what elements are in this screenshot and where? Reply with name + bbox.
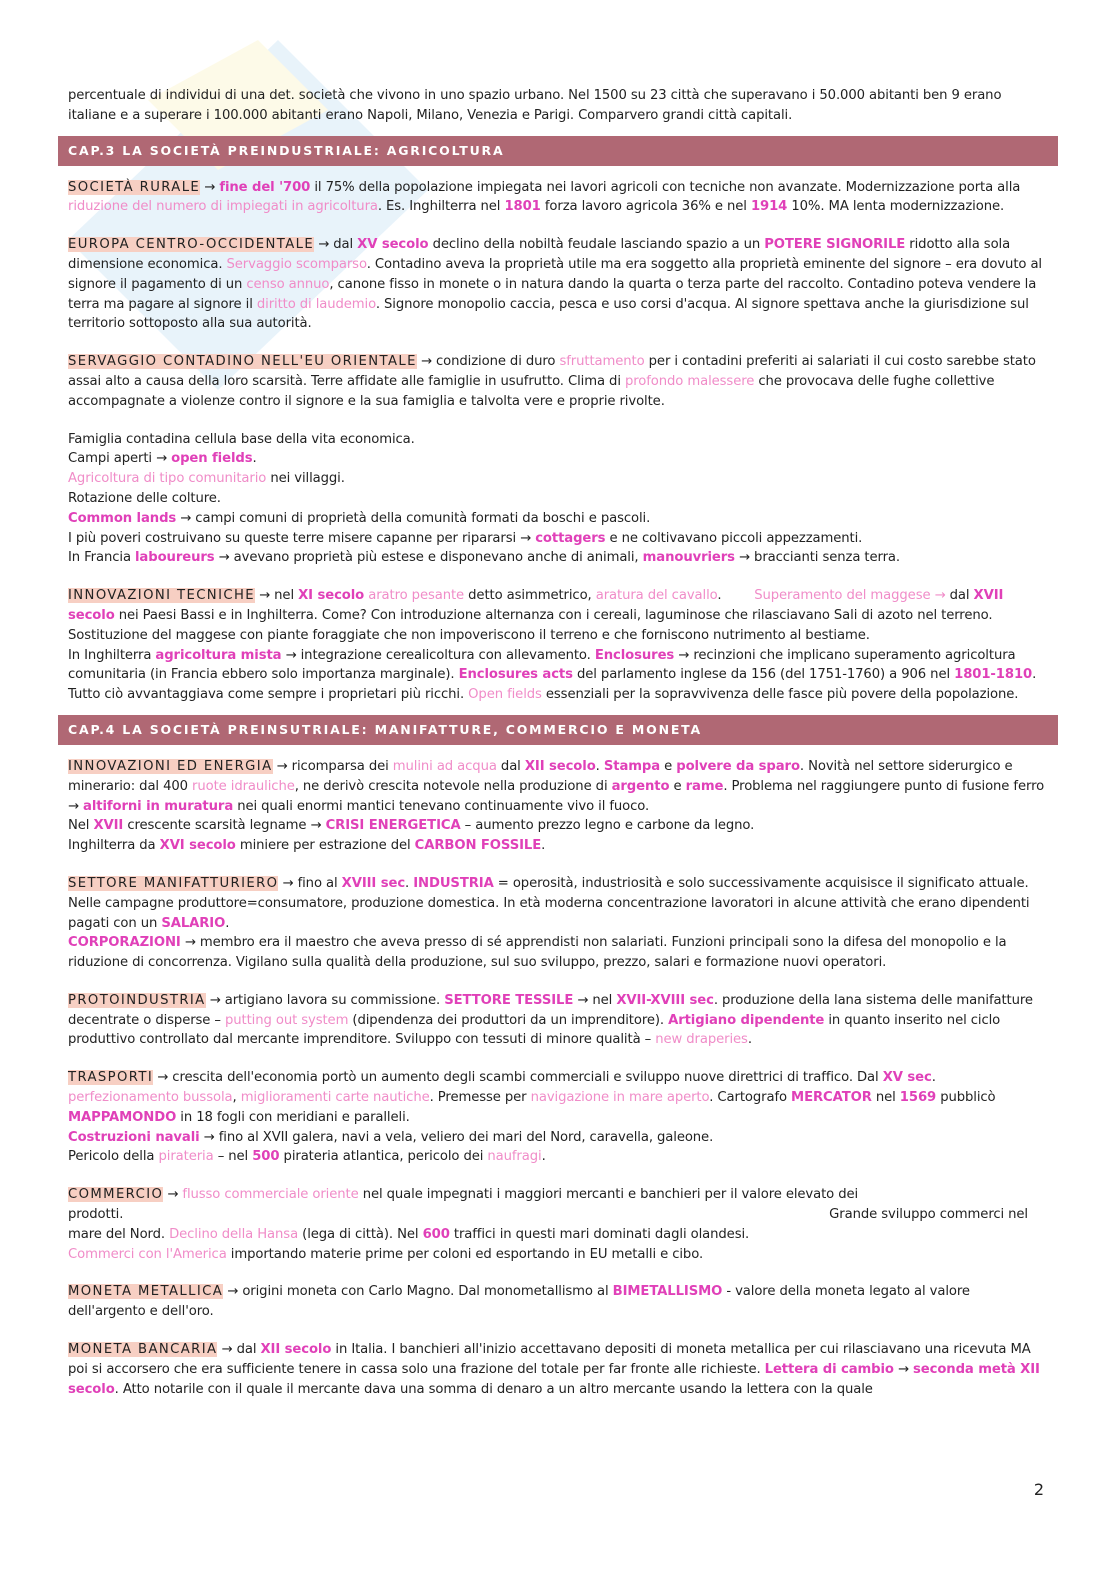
term-heading: EUROPA CENTRO-OCCIDENTALE [68,237,315,253]
section-header-cap3: CAP.3 LA SOCIETÀ PREINDUSTRIALE: AGRICOLTURA [58,136,1058,166]
paragraph-servaggio: SERVAGGIO CONTADINO NELL'EU ORIENTALE → condizione di duro sfruttamento per i contadini preferiti ai salariati il cui costo sarebbe stato assai alto a causa della loro scarsità. Terre affidate alle famiglie in usufrutto. Clima di profondo malessere che provocava delle fughe collettive accompagnate a violenze contro il signore e la sua famiglia e talvolta vere e proprie rivolte. [68,354,1036,409]
term-heading: TRASPORTI [68,1070,154,1086]
term-heading: INNOVAZIONI ED ENERGIA [68,758,273,774]
term-heading: MONETA METALLICA [68,1284,224,1300]
paragraph-innovazioni-energia: INNOVAZIONI ED ENERGIA → ricomparsa dei mulini ad acqua dal XII secolo. Stampa e polvere da sparo. Novità nel settore siderurgico e minerario: dal 400 ruote idrauliche, ne derivò crescita notevole nella produzione di argento e rame. Problema nel raggiungere punto di fusione ferro → altiforni in muratura nei quali enormi mantici tenevano continuamente vivo il fuoco. Nel XVII crescente scarsità legname → CRISI ENERGETICA – aumento prezzo legno e carbone da legno. Inghilterra da XVI secolo miniere per estrazione del CARBON FOSSILE. [68,758,1045,854]
paragraph-innovazioni-tecniche: INNOVAZIONI TECNICHE → nel XI secolo aratro pesante detto asimmetrico, aratura del cavallo. Superamento del maggese → dal XVII secolo nei Paesi Bassi e in Inghilterra. Come? Con introduzione alternanza con i cereali, laguminose che rilasciavano Sali di azoto nel terreno. Sostituzione del maggese con piante foraggiate che non impoveriscono il terreno e che forniscono nutrimento al bestiame. In Inghilterra agricoltura mista → integrazione cerealicoltura con allevamento. Enclosures → recinzioni che implicano superamento agricoltura comunitaria (in Francia ebbero solo importanza marginale). Enclosures acts del parlamento inglese da 156 (del 1751-1760) a 906 nel 1801-1810. Tutto ciò avvantaggiava come sempre i proprietari più ricchi. Open fields essenziali per la sopravvivenza delle fasce più povere della popolazione. [68,588,1037,703]
term-heading: SETTORE MANIFATTURIERO [68,875,279,891]
term-heading: INNOVAZIONI TECNICHE [68,588,256,604]
paragraph-commercio: COMMERCIO → flusso commerciale oriente nel quale impegnati i maggiori mercanti e banchieri per il valore elevato dei prodotti. Grande sviluppo commerci nel mare del Nord. Declino della Hansa (lega di città). Nel 600 traffici in questi mari dominati dagli olandesi. Commerci con l'America importando materie prime per coloni ed esportando in EU metalli e cibo. [68,1187,1028,1262]
document-body [68,86,1048,1399]
paragraph-societa-rurale: SOCIETÀ RURALE → fine del '700 il 75% della popolazione impiegata nei lavori agricoli con tecniche non avanzate. Modernizzazione porta alla riduzione del numero di impiegati in agricoltura. Es. Inghilterra nel 1801 forza lavoro agricola 36% e nel 1914 10%. MA lenta modernizzazione. [68,179,1021,215]
page-number: 2 [1033,1480,1044,1499]
term-heading: PROTOINDUSTRIA [68,992,206,1008]
section-header-cap4: CAP.4 LA SOCIETÀ PREINSUTRIALE: MANIFATTURE, COMMERCIO E MONETA [58,715,1058,745]
paragraph-moneta-metallica: MONETA METALLICA → origini moneta con Carlo Magno. Dal monometallismo al BIMETALLISMO - valore della moneta legato al valore dell'argento e dell'oro. [68,1284,970,1320]
intro-paragraph: percentuale di individui di una det. società che vivono in uno spazio urbano. Nel 1500 su 23 città che superavano i 50.000 abitanti ben 9 erano italiane e a superare i 100.000 abitanti erano Napoli, Milano, Venezia e Parigi. Comparvero grandi città capitali. [68,88,1002,123]
paragraph-trasporti: TRASPORTI → crescita dell'economia portò un aumento degli scambi commerciali e sviluppo nuove direttrici di traffico. Dal XV sec. perfezionamento bussola, miglioramenti carte nautiche. Premesse per navigazione in mare aperto. Cartografo MERCATOR nel 1569 pubblicò MAPPAMONDO in 18 fogli con meridiani e paralleli. Costruzioni navali → fino al XVII galera, navi a vela, veliero dei mari del Nord, caravella, galeone. Pericolo della pirateria – nel 500 pirateria atlantica, pericolo dei naufragi. [68,1070,996,1165]
paragraph-moneta-bancaria: MONETA BANCARIA → dal XII secolo in Italia. I banchieri all'inizio accettavano depositi di moneta metallica per cui rilasciavano una ricevuta MA poi si accorsero che era sufficiente tenere in cassa solo una frazione del totale per far fronte alle richieste. Lettera di cambio → seconda metà XII secolo. Atto notarile con il quale il mercante dava una somma di denaro a un altro mercante usando la lettera con la quale [68,1342,1040,1397]
term-heading: COMMERCIO [68,1187,164,1203]
paragraph-protoindustria: PROTOINDUSTRIA → artigiano lavora su commissione. SETTORE TESSILE → nel XVII-XVIII sec. produzione della lana sistema delle manifatture decentrate o disperse – putting out system (dipendenza dei produttori da un imprenditore). Artigiano dipendente in quanto inserito nel ciclo produttivo controllato dal mercante imprenditore. Sviluppo con tessuti di minore qualità – new draperies. [68,992,1033,1048]
term-heading: SERVAGGIO CONTADINO NELL'EU ORIENTALE [68,354,417,370]
term-heading: MONETA BANCARIA [68,1342,218,1358]
paragraph-settore-manifatturiero: SETTORE MANIFATTURIERO → fino al XVIII sec. INDUSTRIA = operosità, industriosità e solo successivamente acquisisce il significato attuale. Nelle campagne produttore=consumatore, produzione domestica. In età moderna concentrazione lavoratori in alcune attività che erano dipendenti pagati con un SALARIO. CORPORAZIONI → membro era il maestro che aveva presso di sé apprendisti non salariati. Funzioni principali sono la difesa del monopolio e la riduzione di concorrenza. Vigilano sulla qualità della produzione, sul suo sviluppo, prezzo, salari e formazione nuovi operatori. [68,875,1030,971]
paragraph-famiglia-contadina: Famiglia contadina cellula base della vita economica. Campi aperti → open fields. Agricoltura di tipo comunitario nei villaggi. Rotazione delle colture. Common lands → campi comuni di proprietà della comunità formati da boschi e pascoli. I più poveri costruivano su queste terre misere capanne per ripararsi → cottagers e ne coltivavano piccoli appezzamenti. In Francia laboureurs → avevano proprietà più estese e disponevano anche di animali, manouvriers → braccianti senza terra. [68,431,900,566]
term-heading: SOCIETÀ RURALE [68,179,201,195]
paragraph-europa-centro-occidentale: EUROPA CENTRO-OCCIDENTALE → dal XV secolo declino della nobiltà feudale lasciando spazio a un POTERE SIGNORILE ridotto alla sola dimensione economica. Servaggio scomparso. Contadino aveva la proprietà utile ma era soggetto alla proprietà eminente del signore – era dovuto al signore il pagamento di un censo annuo, canone fisso in monete o in natura dando la quarta o terza parte del raccolto. Contadino poteva vendere la terra ma pagare al signore il diritto di laudemio. Signore monopolio caccia, pesca e uso corsi d'acqua. Al signore spettava anche la giurisdizione sul territorio sottoposto alla sua autorità. [68,237,1042,332]
